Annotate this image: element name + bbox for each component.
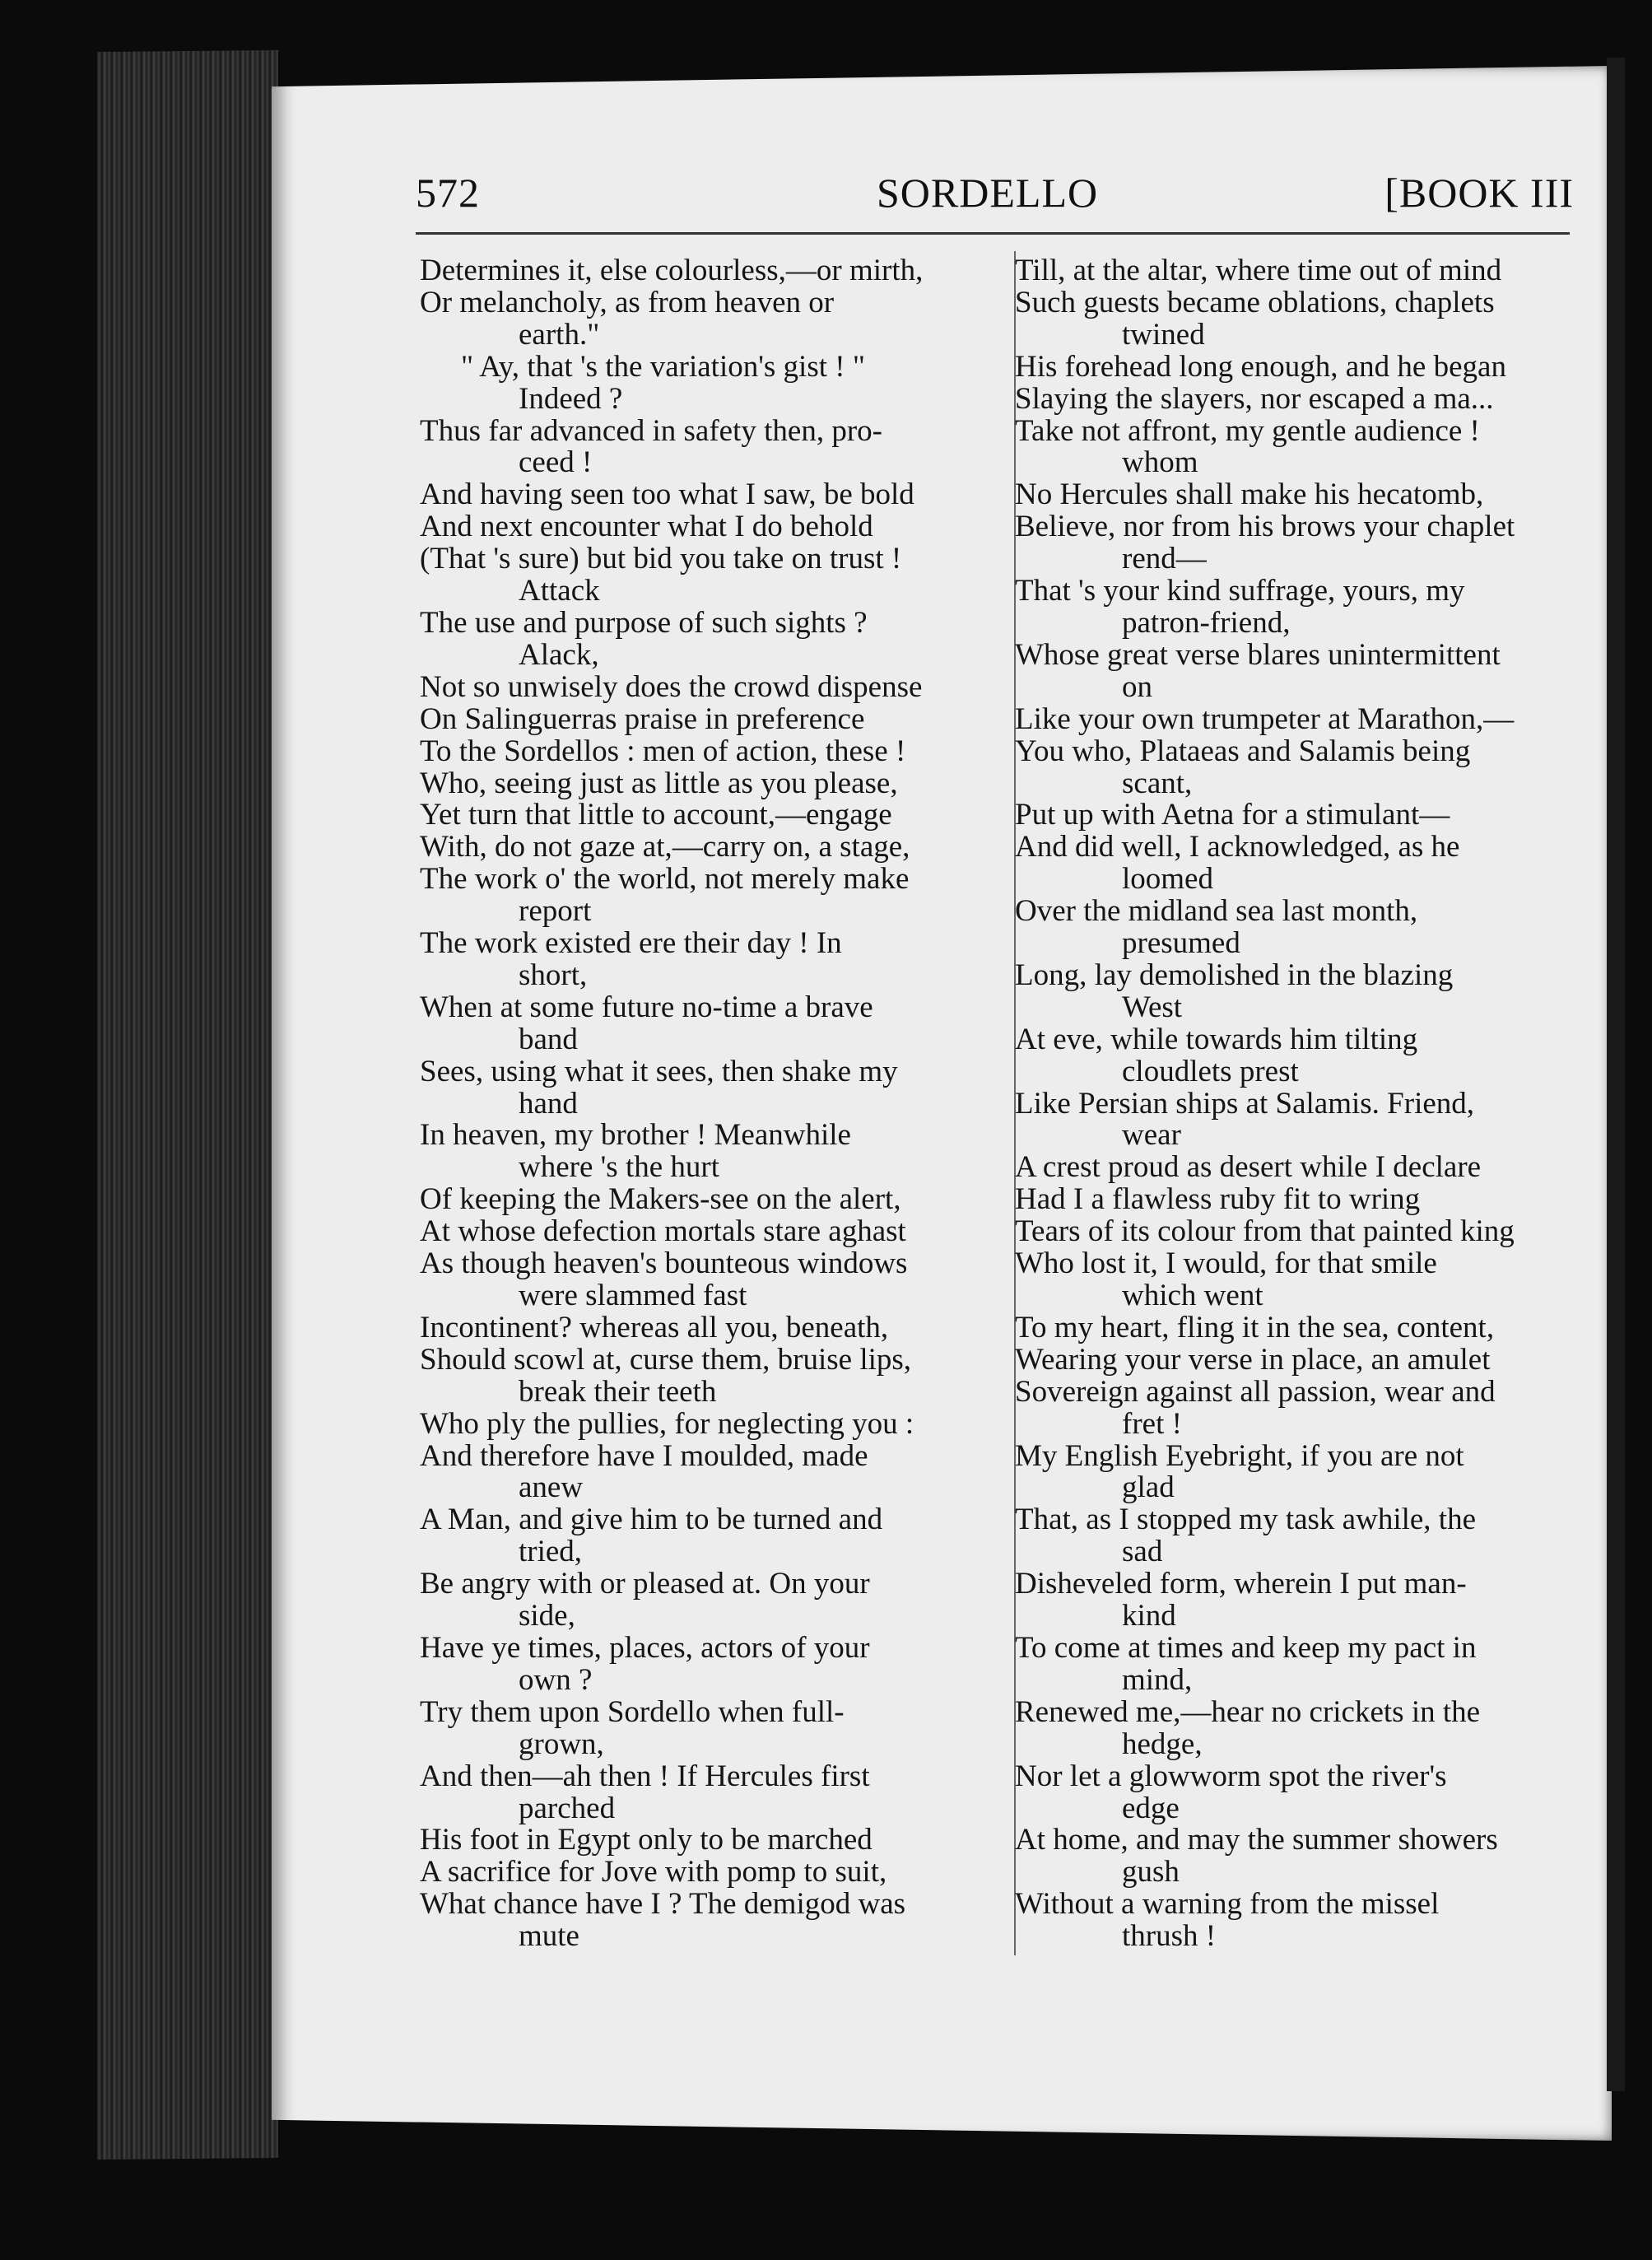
verse-line: His forehead long enough, and he began bbox=[1015, 351, 1506, 384]
verse-line: A Man, and give him to be turned and bbox=[420, 1504, 883, 1537]
verse-line: You who, Plataeas and Salamis being bbox=[1015, 735, 1471, 768]
page-edge-shadow bbox=[1607, 58, 1625, 2091]
running-title: SORDELLO bbox=[877, 170, 1099, 216]
verse-line: " Ay, that 's the variation's gist ! " bbox=[461, 351, 865, 384]
verse-line: Renewed me,—hear no crickets in the bbox=[1015, 1696, 1481, 1729]
verse-line: As though heaven's bounteous windows bbox=[420, 1248, 908, 1280]
verse-line: To the Sordellos : men of action, these ! bbox=[420, 735, 906, 768]
verse-line: And did well, I acknowledged, as he bbox=[1015, 832, 1460, 864]
verse-line: Determines it, else colourless,—or mirth, bbox=[420, 255, 924, 287]
header-rule bbox=[416, 232, 1570, 235]
verse-line: Sees, using what it sees, then shake my bbox=[420, 1055, 898, 1088]
verse-line: grown, bbox=[519, 1728, 604, 1761]
verse-line: Like Persian ships at Salamis. Friend, bbox=[1015, 1088, 1475, 1121]
verse-line: Long, lay demolished in the blazing bbox=[1015, 959, 1454, 992]
verse-line: At eve, while towards him tilting bbox=[1015, 1023, 1418, 1056]
verse-line: Wearing your verse in place, an amulet bbox=[1015, 1344, 1491, 1377]
verse-line: on bbox=[1122, 671, 1152, 704]
verse-line: Be angry with or pleased at. On your bbox=[420, 1568, 870, 1601]
verse-line: which went bbox=[1122, 1280, 1263, 1312]
verse-line: Have ye times, places, actors of your bbox=[420, 1632, 870, 1665]
verse-line: Till, at the altar, where time out of mind bbox=[1015, 255, 1502, 287]
verse-line: Like your own trumpeter at Marathon,— bbox=[1015, 703, 1515, 736]
verse-line: Without a warning from the missel bbox=[1015, 1889, 1440, 1922]
verse-line: (That 's sure) but bid you take on trust ! bbox=[420, 543, 902, 576]
verse-line: kind bbox=[1122, 1601, 1176, 1633]
verse-line: Tears of its colour from that painted king bbox=[1015, 1216, 1515, 1249]
verse-line: ceed ! bbox=[519, 447, 593, 480]
verse-line: presumed bbox=[1122, 928, 1240, 960]
verse-line: gush bbox=[1122, 1857, 1180, 1890]
verse-line: side, bbox=[519, 1601, 575, 1633]
verse-line: Whose great verse blares unintermittent bbox=[1015, 639, 1501, 672]
verse-line: Disheveled form, wherein I put man- bbox=[1015, 1568, 1467, 1601]
verse-line: Who, seeing just as little as you please, bbox=[420, 767, 898, 800]
verse-line: My English Eyebright, if you are not bbox=[1015, 1440, 1464, 1473]
left-column bbox=[420, 255, 1004, 1953]
verse-line: West bbox=[1122, 991, 1183, 1024]
verse-line: patron-friend, bbox=[1122, 607, 1291, 640]
verse-line: thrush ! bbox=[1122, 1921, 1217, 1954]
verse-line: short, bbox=[519, 959, 588, 992]
verse-line: And therefore have I moulded, made bbox=[420, 1440, 868, 1473]
verse-line: Try them upon Sordello when full- bbox=[420, 1696, 845, 1729]
verse-line: That, as I stopped my task awhile, the bbox=[1015, 1504, 1477, 1537]
verse-line: To come at times and keep my pact in bbox=[1015, 1632, 1477, 1665]
verse-line: To my heart, fling it in the sea, content, bbox=[1015, 1312, 1495, 1344]
verse-line: mind, bbox=[1122, 1664, 1193, 1697]
verse-line: Of keeping the Makers-see on the alert, bbox=[420, 1184, 901, 1217]
verse-line: And next encounter what I do behold bbox=[420, 511, 873, 544]
verse-line: With, do not gaze at,—carry on, a stage, bbox=[420, 832, 910, 864]
verse-line: Sovereign against all passion, wear and bbox=[1015, 1376, 1496, 1409]
verse-line: rend— bbox=[1122, 543, 1207, 576]
verse-line: In heaven, my brother ! Meanwhile bbox=[420, 1120, 851, 1153]
verse-line: were slammed fast bbox=[519, 1280, 747, 1312]
verse-line: fret ! bbox=[1122, 1408, 1182, 1441]
verse-line: loomed bbox=[1122, 864, 1213, 897]
verse-line: Who ply the pullies, for neglecting you : bbox=[420, 1408, 914, 1441]
verse-line: Should scowl at, curse them, bruise lips, bbox=[420, 1344, 912, 1377]
verse-line: parched bbox=[519, 1792, 616, 1825]
verse-line: edge bbox=[1122, 1792, 1180, 1825]
verse-line: own ? bbox=[519, 1664, 593, 1697]
verse-line: anew bbox=[519, 1472, 584, 1505]
page-number: 572 bbox=[416, 170, 480, 216]
verse-line: Alack, bbox=[519, 639, 599, 672]
verse-line: And then—ah then ! If Hercules first bbox=[420, 1760, 870, 1793]
verse-line: scant, bbox=[1122, 767, 1193, 800]
verse-line: Take not affront, my gentle audience ! bbox=[1015, 415, 1480, 448]
verse-line: No Hercules shall make his hecatomb, bbox=[1015, 479, 1484, 512]
verse-line: band bbox=[519, 1023, 578, 1056]
verse-line: mute bbox=[519, 1921, 579, 1954]
verse-line: Slaying the slayers, nor escaped a ma... bbox=[1015, 383, 1494, 416]
verse-line: The work existed ere their day ! In bbox=[420, 928, 842, 960]
verse-line: earth." bbox=[519, 319, 600, 352]
book-label: [BOOK III bbox=[1384, 170, 1574, 216]
verse-line: report bbox=[519, 896, 592, 929]
verse-line: Not so unwisely does the crowd dispense bbox=[420, 671, 923, 704]
verse-line: What chance have I ? The demigod was bbox=[420, 1889, 906, 1922]
verse-line: The work o' the world, not merely make bbox=[420, 864, 910, 897]
verse-line: wear bbox=[1122, 1120, 1181, 1153]
verse-line: On Salinguerras praise in preference bbox=[420, 703, 865, 736]
verse-line: sad bbox=[1122, 1536, 1163, 1569]
verse-line: At home, and may the summer showers bbox=[1015, 1824, 1498, 1857]
book-spine bbox=[97, 50, 278, 2160]
verse-line: where 's the hurt bbox=[519, 1152, 720, 1185]
verse-line: Put up with Aetna for a stimulant— bbox=[1015, 799, 1450, 832]
verse-line: When at some future no-time a brave bbox=[420, 991, 873, 1024]
verse-line: Believe, nor from his brows your chaplet bbox=[1015, 511, 1515, 544]
verse-line: twined bbox=[1122, 319, 1205, 352]
verse-line: Yet turn that little to account,—engage bbox=[420, 799, 892, 832]
right-column bbox=[1015, 255, 1587, 1953]
verse-line: cloudlets prest bbox=[1122, 1055, 1299, 1088]
verse-line: Had I a flawless ruby fit to wring bbox=[1015, 1184, 1421, 1217]
verse-line: Such guests became oblations, chaplets bbox=[1015, 287, 1495, 319]
verse-line: hedge, bbox=[1122, 1728, 1203, 1761]
verse-line: Over the midland sea last month, bbox=[1015, 896, 1418, 929]
verse-line: Thus far advanced in safety then, pro- bbox=[420, 415, 882, 448]
verse-line: That 's your kind suffrage, yours, my bbox=[1015, 575, 1465, 608]
verse-line: Incontinent? whereas all you, beneath, bbox=[420, 1312, 889, 1344]
running-header bbox=[416, 169, 1574, 226]
verse-line: Indeed ? bbox=[519, 383, 623, 416]
verse-line: A sacrifice for Jove with pomp to suit, bbox=[420, 1857, 887, 1890]
verse-line: whom bbox=[1122, 447, 1198, 480]
verse-line: tried, bbox=[519, 1536, 583, 1569]
verse-line: hand bbox=[519, 1088, 578, 1121]
verse-line: Attack bbox=[519, 575, 600, 608]
verse-line: A crest proud as desert while I declare bbox=[1015, 1152, 1482, 1185]
verse-line: break their teeth bbox=[519, 1376, 717, 1409]
verse-line: Or melancholy, as from heaven or bbox=[420, 287, 835, 319]
verse-line: At whose defection mortals stare aghast bbox=[420, 1216, 906, 1249]
verse-line: The use and purpose of such sights ? bbox=[420, 607, 868, 640]
verse-line: And having seen too what I saw, be bold bbox=[420, 479, 914, 512]
verse-line: His foot in Egypt only to be marched bbox=[420, 1824, 873, 1857]
verse-line: glad bbox=[1122, 1472, 1175, 1505]
verse-line: Who lost it, I would, for that smile bbox=[1015, 1248, 1437, 1280]
verse-line: Nor let a glowworm spot the river's bbox=[1015, 1760, 1447, 1793]
